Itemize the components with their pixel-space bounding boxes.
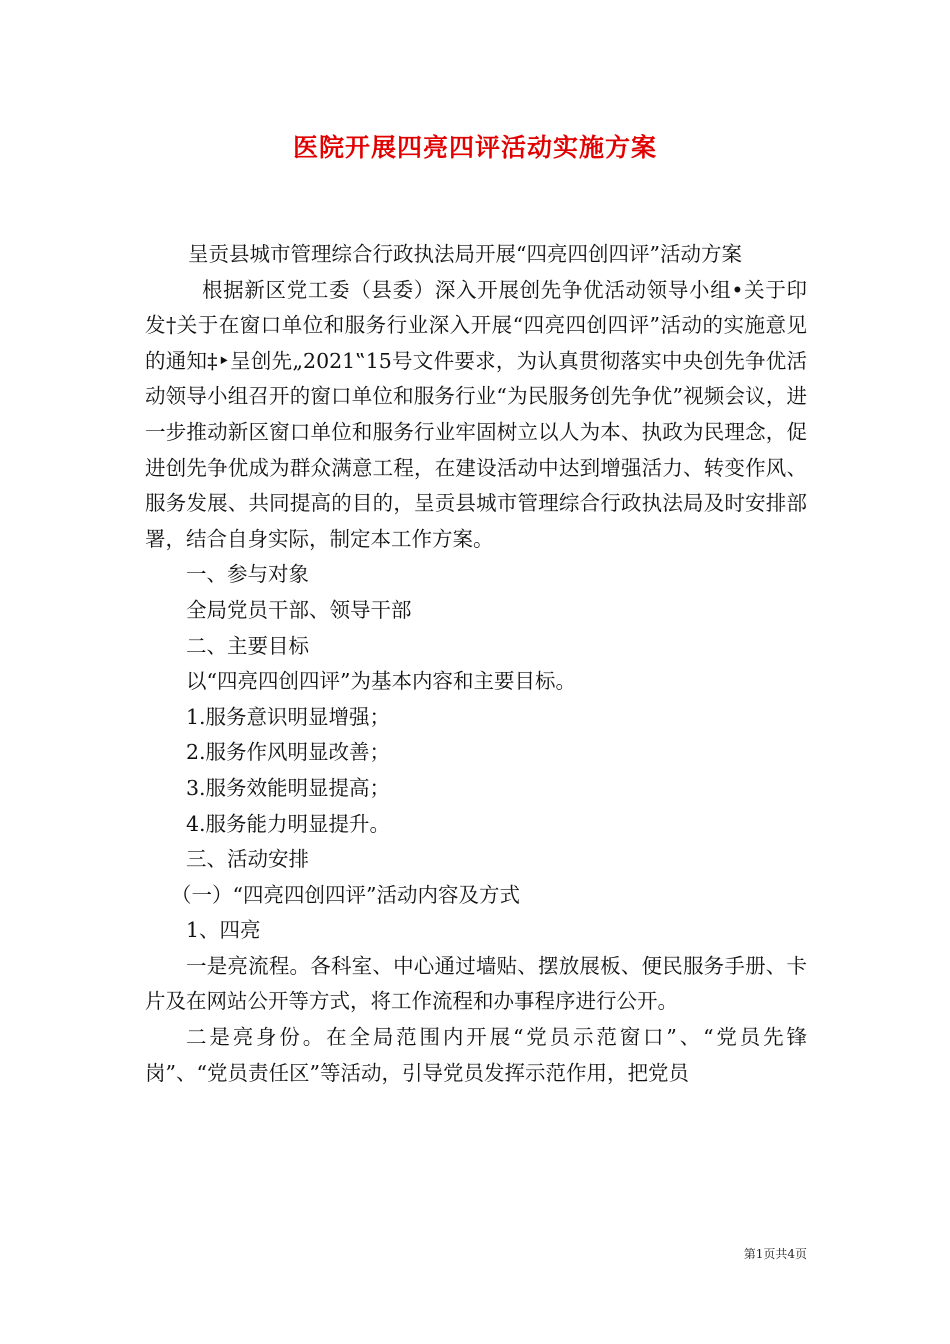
paragraph-subtitle: 呈贡县城市管理综合行政执法局开展“四亮四创四评”活动方案 xyxy=(188,242,742,266)
paragraph-intro: 根据新区党工委（县委）深入开展创先争优活动领导小组•关于印发†关于在窗口单位和服务行业深入开展“四亮四创四评”活动的实施意见的通知‡‣呈创先„2021‟15号文件要求，为认真贯彻落实中央创先争优活动领导小组召开的窗口单位和服务行业“为民服务创先争优”视频会议，进一步推动新区窗口单位和服务行业牢固树立以人为本、执政为民理念，促进创先争优成为群众满意工程，在建设活动中达到增强活力、转变作风、服务发展、共同提高的目的，呈贡县城市管理综合行政执法局及时安排部署，结合自身实际，制定本工作方案。 xyxy=(145,277,807,551)
paragraph-participants: 全局党员干部、领导干部 xyxy=(186,597,412,622)
page-number: 第1页共4页 xyxy=(743,1247,807,1261)
list-item-goal-4: 4.服务能力明显提升。 xyxy=(186,811,391,836)
subsection-heading-content: （一）“四亮四创四评”活动内容及方式 xyxy=(171,882,520,907)
list-item-goal-2: 2.服务作风明显改善； xyxy=(186,740,391,765)
list-item-goal-3: 3.服务效能明显提高； xyxy=(186,775,391,800)
list-item-goal-1: 1.服务意识明显增强； xyxy=(186,704,391,729)
paragraph-liang-process: 一是亮流程。各科室、中心通过墙贴、摆放展板、便民服务手册、卡片及在网站公开等方式，将工作流程和办事程序进行公开。 xyxy=(145,953,807,1014)
section-heading-participants: 一、参与对象 xyxy=(186,562,309,587)
subsection-heading-four-liang: 1、四亮 xyxy=(186,918,261,943)
document-title: 医院开展四亮四评活动实施方案 xyxy=(292,133,657,162)
section-heading-arrangement: 三、活动安排 xyxy=(186,847,309,872)
paragraph-goals: 以“四亮四创四评”为基本内容和主要目标。 xyxy=(186,669,576,694)
document-body xyxy=(145,237,807,1091)
paragraph-liang-identity: 二是亮身份。在全局范围内开展“党员示范窗口”、“党员先锋岗”、“党员责任区”等活动，引导党员发挥示范作用，把党员 xyxy=(145,1025,807,1085)
section-heading-goals: 二、主要目标 xyxy=(186,633,309,658)
